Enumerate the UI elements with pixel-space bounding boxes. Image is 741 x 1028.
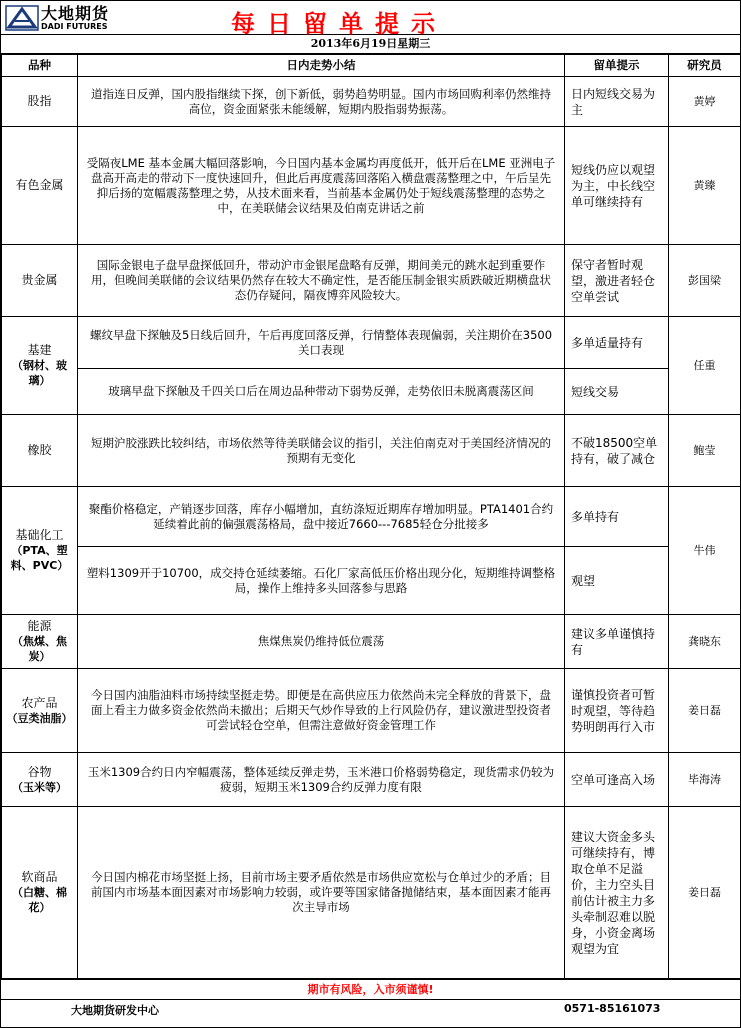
col-tip: 留单提示	[565, 55, 669, 77]
summary-cell: 道指连日反弹，国内股指继续下探，创下新低，弱势趋势明显。国内市场回购利率仍然维持高位，资金面紧张未能缓解，短期内股指弱势振荡。	[78, 77, 565, 127]
researcher-cell: 黄臻	[669, 127, 741, 245]
tip-cell: 短线交易	[565, 369, 669, 415]
strategy-table	[1, 54, 741, 979]
table-row	[2, 547, 741, 615]
variety-sub: （白糖、棉花）	[12, 886, 67, 914]
table-row	[2, 807, 741, 979]
researcher-cell: 彭国梁	[669, 245, 741, 317]
variety-sub: （钢材、玻璃）	[12, 359, 67, 387]
tip-cell: 保守者暂时观望，激进者轻仓空单尝试	[565, 245, 669, 317]
variety-sub: （玉米等）	[12, 780, 67, 794]
tip-cell: 建议多单谨慎持有	[565, 615, 669, 669]
col-variety: 品种	[2, 55, 78, 77]
variety-name: 贵金属	[21, 273, 58, 287]
variety-name: 农产品	[21, 695, 58, 710]
researcher-cell: 黄婷	[669, 77, 741, 127]
table-row	[2, 317, 741, 369]
summary-cell: 今日国内棉花市场坚挺上扬，目前市场主要矛盾依然是市场供应宽松与仓单过少的矛盾；目前国内市场基本面因素对市场影响力较弱，或许要等国家储备抛储结束，基本面因素才能再次主导市场	[78, 807, 565, 979]
summary-cell: 螺纹早盘下探触及5日线后回升，午后再度回落反弹，行情整体表现偏弱，关注期价在3500关口表现	[78, 317, 565, 369]
contact-phone: 0571-85161073	[564, 1002, 661, 1015]
variety-name: 能源	[27, 619, 52, 633]
company-logo	[5, 5, 109, 31]
tip-cell: 短线仍应以观望为主，中长线空单可继续持有	[565, 127, 669, 245]
table-row	[2, 77, 741, 127]
tip-cell: 空单可逢高入场	[565, 753, 669, 807]
researcher-cell: 毕海涛	[669, 753, 741, 807]
report-header	[1, 1, 740, 38]
variety-cell	[2, 77, 78, 127]
summary-cell: 短期沪胶涨跌比较纠结，市场依然等待美联储会议的指引，关注伯南克对于美国经济情况的预期有无变化	[78, 415, 565, 487]
dadi-logo-icon	[5, 5, 39, 31]
tip-cell: 观望	[565, 547, 669, 615]
summary-cell: 塑料1309开于10700，成交持仓延续萎缩。石化厂家高低压价格出现分化，短期维持调整格局，操作上维持多头回落参与思路	[78, 547, 565, 615]
researcher-cell: 姜日磊	[669, 807, 741, 979]
variety-name: 基础化工	[15, 528, 64, 542]
report-footer	[1, 999, 740, 1017]
col-summary: 日内走势小结	[78, 55, 565, 77]
researcher-cell: 龚晓东	[669, 615, 741, 669]
summary-cell: 国际金银电子盘早盘探低回升，带动沪市金银尾盘略有反弹，期间美元的跳水起到重要作用，但晚间美联储的会议结果仍然存在较大不确定性，是否能压制金银实质跌破近期横盘状态仍存疑问，隔夜博弈风险较大。	[78, 245, 565, 317]
variety-sub: （焦煤、焦炭）	[12, 635, 67, 663]
risk-warning: 期市有风险，入市须谨慎!	[1, 979, 740, 999]
tip-cell: 多单适量持有	[565, 317, 669, 369]
summary-cell: 受隔夜LME 基本金属大幅回落影响，今日国内基本金属均再度低开，低开后在LME 亚洲电子盘高开高走的带动下一度快速回升，但此后再度震荡回落陷入横盘震荡整理之中，午后呈先抑后扬的宽幅震荡整理之势，从技术面来看，当前基本金属仍处于短线震荡整理的态势之中，在美联储会议结果及伯南克讲话之前	[78, 127, 565, 245]
researcher-cell: 任重	[669, 317, 741, 415]
variety-cell	[2, 487, 78, 615]
logo-cn-text: 大地期货	[41, 3, 110, 23]
researcher-cell: 姜日磊	[669, 669, 741, 753]
table-row	[2, 127, 741, 245]
variety-cell	[2, 245, 78, 317]
summary-cell: 玉米1309合约日内窄幅震荡，整体延续反弹走势，玉米港口价格弱势稳定，现货需求仍较为疲弱，短期玉米1309合约反弹力度有限	[78, 753, 565, 807]
page-title: 每日留单提示	[231, 9, 447, 38]
table-row	[2, 487, 741, 547]
table-row	[2, 245, 741, 317]
table-row	[2, 369, 741, 415]
table-row	[2, 415, 741, 487]
summary-cell: 今日国内油脂油料市场持续坚挺走势。即便是在高供应压力依然尚未完全释放的背景下，盘面上看主力做多资金依然尚未撤出；后期天气炒作导致的上行风险仍存，建议激进型投资者可尝试轻仓空单，但需注意做好资金管理工作	[78, 669, 565, 753]
tip-cell: 建议大资金多头可继续持有，博取仓单不足溢价，主力空头目前估计被主力多头牵制忍难以脱身，小资金离场观望为宜	[565, 807, 669, 979]
variety-cell	[2, 317, 78, 415]
variety-cell	[2, 127, 78, 245]
logo-en-text: DADI FUTURES	[41, 21, 108, 31]
col-researcher: 研究员	[669, 55, 741, 77]
variety-cell	[2, 807, 78, 979]
variety-name: 基建	[27, 343, 52, 357]
researcher-cell: 鲍莹	[669, 415, 741, 487]
tip-cell: 谨慎投资者可暂时观望，等待趋势明朗再行入市	[565, 669, 669, 753]
variety-cell	[2, 615, 78, 669]
variety-name: 股指	[27, 94, 52, 108]
variety-name: 谷物	[27, 764, 52, 779]
variety-cell	[2, 753, 78, 807]
tip-cell: 日内短线交易为主	[565, 77, 669, 127]
research-center: 大地期货研发中心	[71, 1004, 159, 1017]
summary-cell: 玻璃早盘下探触及千四关口后在周边品种带动下弱势反弹，走势依旧未脱离震荡区间	[78, 369, 565, 415]
table-row	[2, 615, 741, 669]
table-header-row	[2, 55, 741, 77]
variety-cell	[2, 669, 78, 753]
summary-cell: 焦煤焦炭仍维持低位震荡	[78, 615, 565, 669]
variety-name: 橡胶	[27, 443, 52, 457]
variety-name: 有色金属	[15, 178, 64, 192]
report-date: 2013年6月19日星期三	[1, 35, 740, 54]
tip-cell: 多单持有	[565, 487, 669, 547]
variety-sub: （豆类油脂）	[6, 711, 73, 725]
variety-cell	[2, 415, 78, 487]
table-row	[2, 753, 741, 807]
variety-sub: （PTA、塑料、PVC）	[10, 544, 69, 572]
variety-name: 软商品	[21, 870, 58, 884]
tip-cell: 不破18500空单持有，破了减仓	[565, 415, 669, 487]
table-row	[2, 669, 741, 753]
researcher-cell: 牛伟	[669, 487, 741, 615]
summary-cell: 聚酯价格稳定，产销逐步回落，库存小幅增加，直纺涤短近期库存增加明显。PTA1401合约延续着此前的偏强震荡格局，盘中接近7660---7685轻仓分批接多	[78, 487, 565, 547]
